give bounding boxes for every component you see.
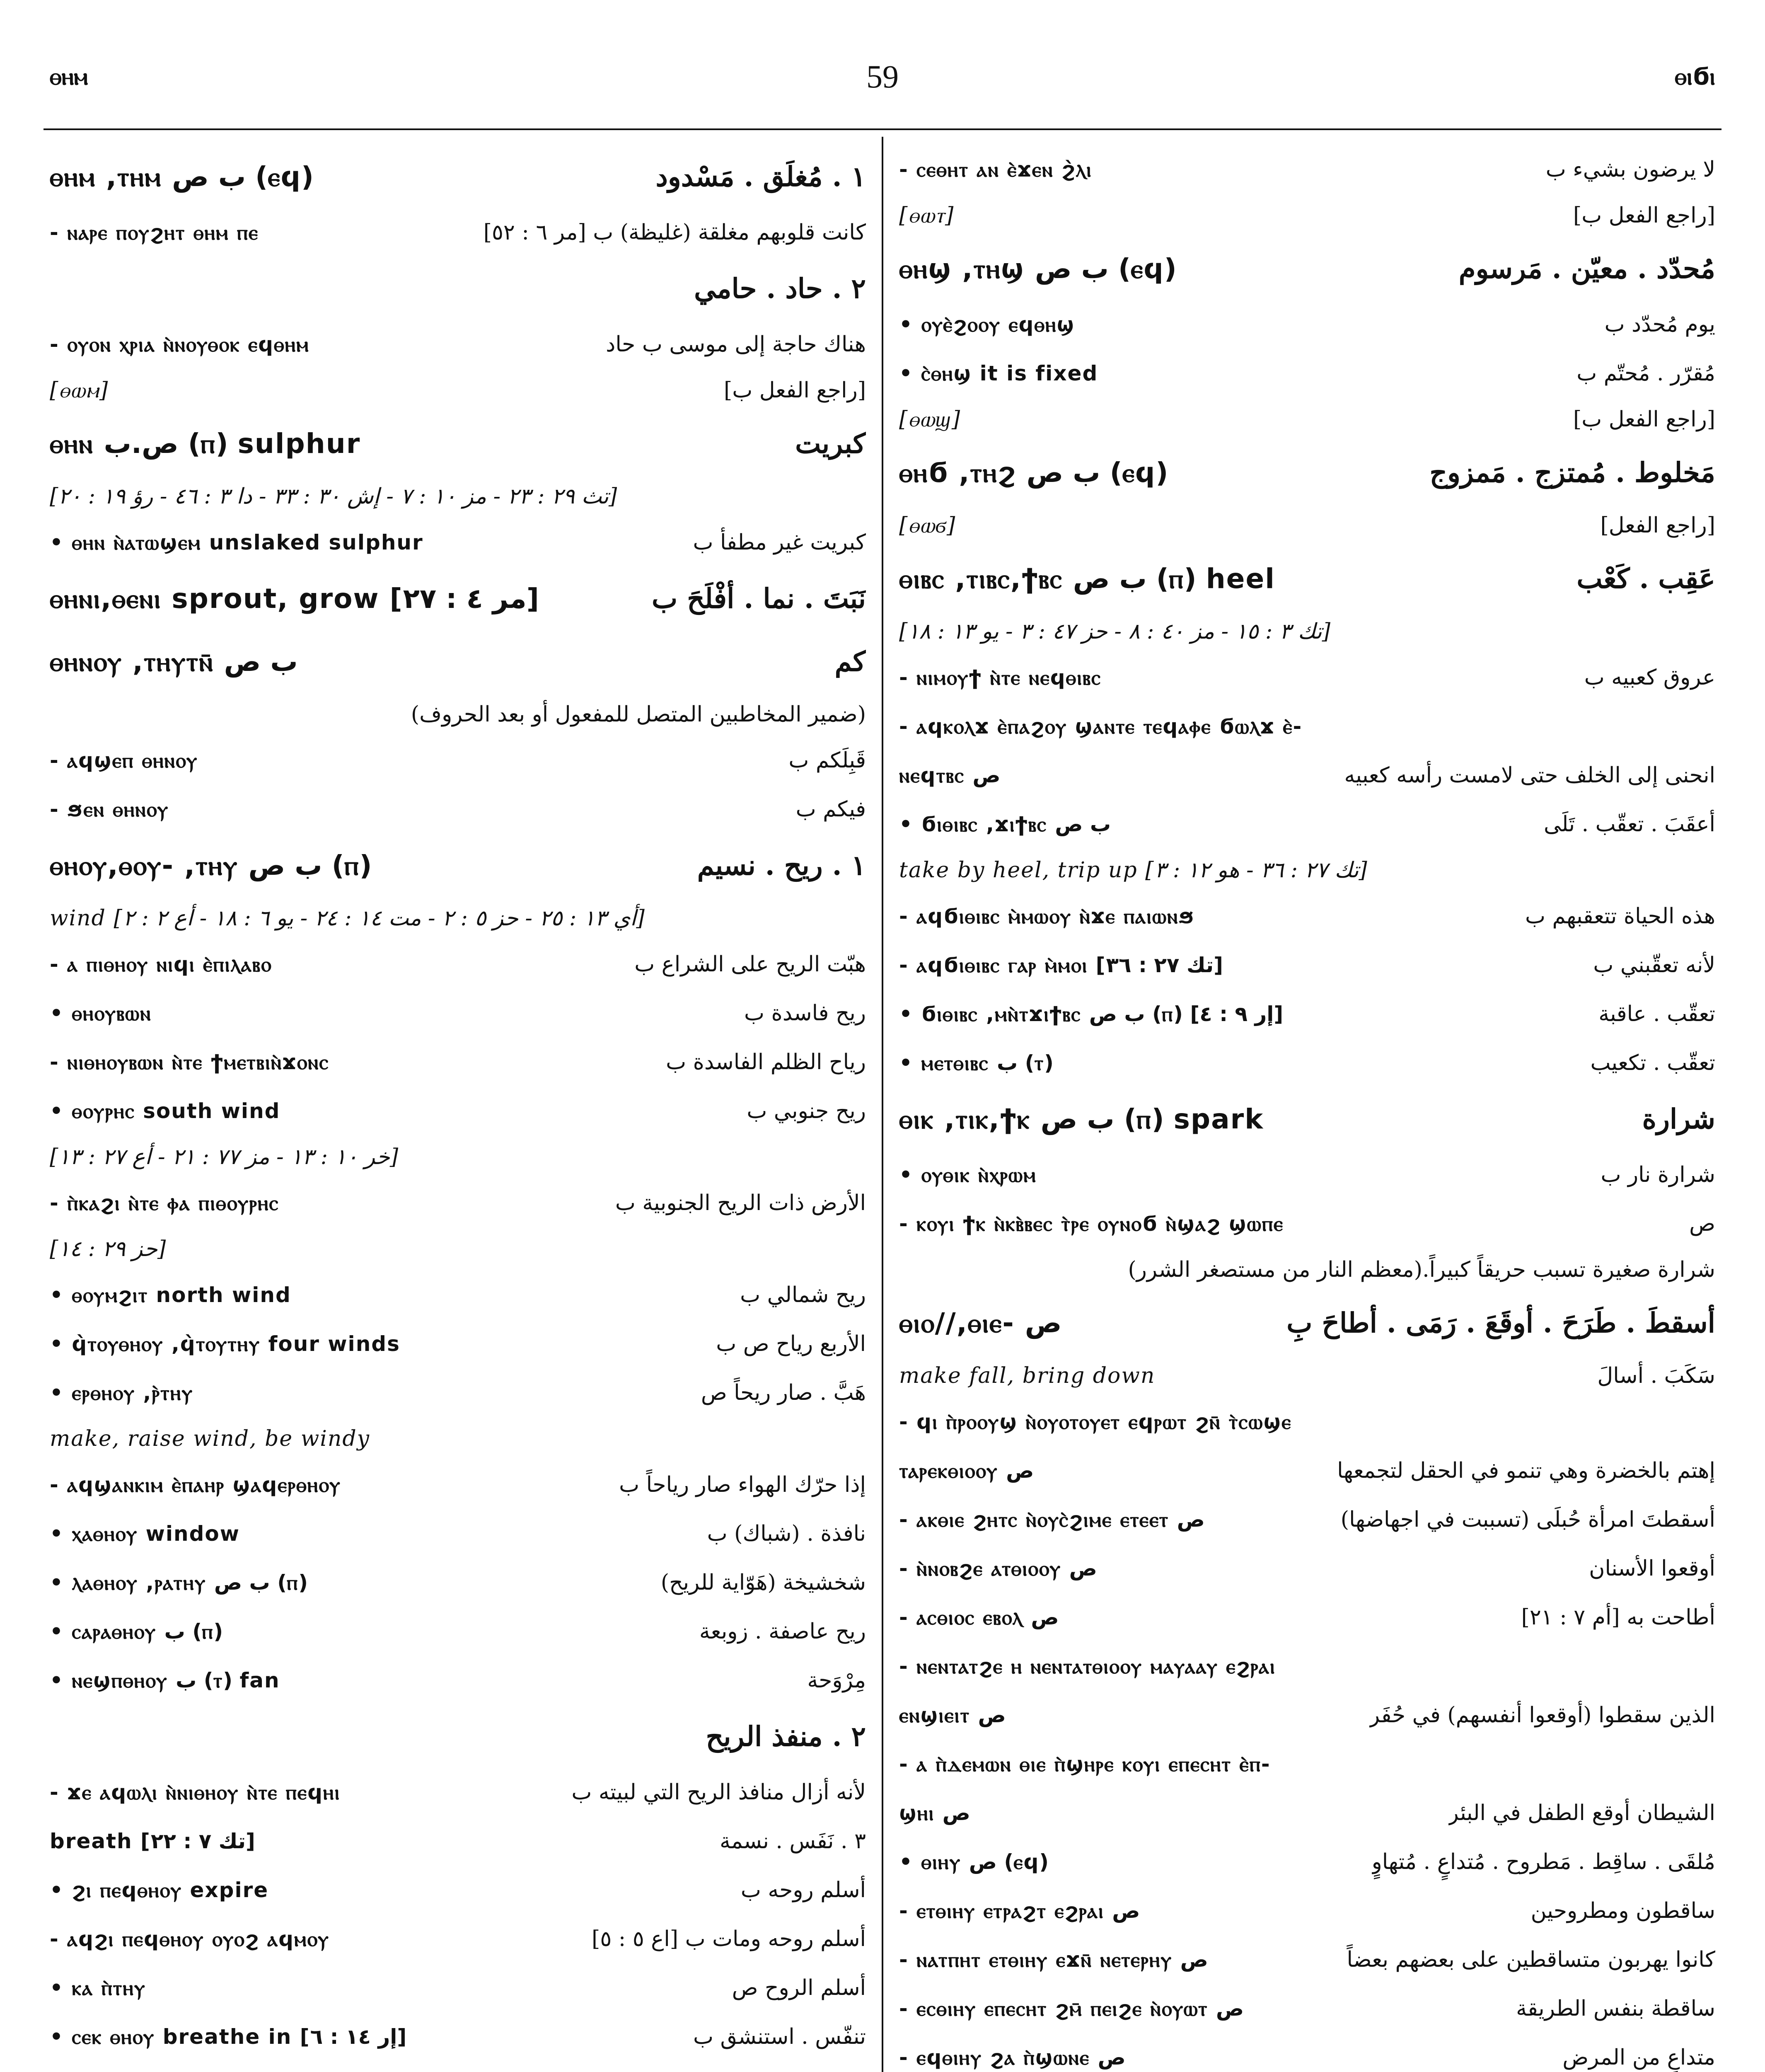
arabic-text: الشيطان أوقع الطفل في البئر: [1448, 1801, 1715, 1825]
arabic-text: [راجع الفعل ب]: [1573, 203, 1715, 228]
running-head-right: ⲑⲓϭⲓ: [1675, 62, 1715, 90]
arabic-text: لأنه أزال منافذ الريح التي لبيته ب: [571, 1780, 866, 1805]
dictionary-line: [46, 1417, 870, 1460]
left-column: [46, 145, 870, 2072]
dictionary-line: [895, 892, 1719, 941]
arabic-text: الذين سقطوا (أوقعوا أنفسهم) في حُفَر: [1369, 1703, 1715, 1728]
arabic-text: [راجع الفعل]: [1600, 513, 1715, 538]
coptic-text: - ⲁ ⲡⲓⲑⲏⲟⲩ ⲛⲓϥⲓ ⲉ̀ⲡⲓⲗⲁⲃⲟ: [50, 952, 272, 976]
dictionary-line: [46, 693, 870, 736]
arabic-text: سَكَبَ . أسالَ: [1597, 1363, 1715, 1388]
coptic-text: - ⲟⲩⲟⲛ ⲭⲣⲓⲁ ⲛ̀ⲛⲟⲩⲑⲟⲕ ⲉϥⲑⲏⲙ: [50, 332, 309, 356]
coptic-text: • ϭⲓⲑⲓⲃⲥ ,ⲙⲛ̀ⲧϫⲓϯⲃⲥ ب ص (ⲡ) [إر ٩ : ٤]: [899, 1002, 1284, 1026]
dictionary-line: [895, 504, 1719, 547]
dictionary-line: [895, 1150, 1719, 1199]
dictionary-line: [46, 1368, 870, 1417]
dictionary-line: [895, 1642, 1719, 1691]
coptic-text: - ⲁⲥⲑⲓⲟⲥ ⲉⲃⲟⲗ ص: [899, 1605, 1059, 1629]
coptic-text: • ⲑⲟⲩⲙϩⲓⲧ north wind: [50, 1283, 291, 1307]
coptic-text: - ⲁϥⲕⲟⲗϫ ⲉ̀ⲡⲁϩⲟⲩ ϣⲁⲛⲧⲉ ⲧⲉϥⲁⲫⲉ ϭⲱⲗϫ ⲉ̀-: [899, 714, 1303, 738]
dictionary-line: [46, 1963, 870, 2012]
coptic-text: - ⲛⲁⲣⲉ ⲡⲟⲩϩⲏⲧ ⲑⲏⲙ ⲡⲉ: [50, 220, 259, 244]
arabic-text: إذا حرّك الهواء صار رياحاً ب: [619, 1472, 866, 1497]
dictionary-line: [895, 1397, 1719, 1446]
dictionary-line: [895, 1593, 1719, 1642]
running-head-left: ⲑⲏⲙ: [50, 62, 88, 90]
dictionary-line: [46, 1179, 870, 1227]
arabic-text: أسقطَ . طَرَحَ . أوقَعَ . رَمَى . أطاحَ بِ: [1286, 1307, 1715, 1339]
coptic-text: [حز ٢٩ : ١٤]: [50, 1237, 166, 1261]
coptic-text: - ⲡ̀ⲕⲁϩⲓ ⲛ̀ⲧⲉ ⲫⲁ ⲡⲓⲑⲟⲩⲣⲏⲥ: [50, 1191, 279, 1215]
dictionary-line: [46, 1705, 870, 1768]
dictionary-line: [895, 1199, 1719, 1248]
coptic-text: - ⲁϥϣⲁⲛⲕⲓⲙ ⲉ̀ⲡⲁⲏⲣ ϣⲁϥⲉⲣⲑⲏⲟⲩ: [50, 1473, 341, 1497]
coptic-text: [ⲑⲱϭ]: [899, 513, 956, 538]
coptic-text: make, raise wind, be windy: [50, 1426, 370, 1451]
arabic-text: ريح فاسدة ب: [744, 1001, 866, 1026]
dictionary-line: [46, 1915, 870, 1963]
coptic-text: [ⲑⲱϣ]: [899, 407, 961, 432]
dictionary-line: [46, 1038, 870, 1087]
arabic-text: أوقعوا الأسنان: [1589, 1556, 1715, 1581]
coptic-text: - ⲛⲁⲧⲡⲏⲧ ⲉⲧⲑⲓⲏⲩ ⲉϫⲛ̄ ⲛⲉⲧⲉⲣⲏⲩ ص: [899, 1948, 1208, 1972]
coptic-text: • ⲑⲟⲩⲣⲏⲥ south wind: [50, 1099, 280, 1123]
coptic-text: - ⲉϥⲑⲓⲏⲩ ϩⲁ ⲡ̀ϣⲱⲛⲉ ص: [899, 2045, 1126, 2070]
dictionary-line: [46, 369, 870, 412]
coptic-text: • ⲥⲉⲕ ⲑⲏⲟⲩ breathe in [إر ١٤ : ٦]: [50, 2025, 408, 2049]
arabic-text: كبريت غير مطفأ ب: [693, 530, 866, 555]
arabic-text: ريح عاصفة . زوبعة: [699, 1619, 866, 1644]
arabic-text: عَقِب . كَعْب: [1576, 562, 1715, 595]
dictionary-line: [46, 2012, 870, 2061]
coptic-text: • ⲥ̀ⲑⲏϣ it is fixed: [899, 361, 1098, 385]
dictionary-line: [895, 1935, 1719, 1984]
coptic-text: ⲑⲏⲛⲟⲩ ,ⲧⲏⲩⲧⲛ̄ ب ص: [50, 646, 298, 678]
coptic-text: • ⲛⲉϣⲡⲑⲏⲟⲩ ب (ⲧ) fan: [50, 1668, 280, 1692]
dictionary-line: [46, 785, 870, 834]
arabic-text: نافذة . (شباك) ب: [707, 1521, 866, 1546]
dictionary-line: [46, 1460, 870, 1509]
arabic-text: نَبَتَ . نما . أفْلَحَ ب: [651, 582, 866, 615]
arabic-text: (ضمير المخاطبين المتصل للمفعول أو بعد الحروف): [411, 702, 866, 727]
dictionary-line: [46, 736, 870, 785]
arabic-text: أسلم روحه ومات ب [اع ٥ : ٥]: [592, 1927, 866, 1951]
right-column: [895, 145, 1719, 2072]
coptic-text: • ⲟⲩⲉ̀ϩⲟⲟⲩ ⲉϥⲑⲏϣ: [899, 312, 1075, 336]
dictionary-line: [895, 1038, 1719, 1087]
dictionary-line: [895, 1886, 1719, 1935]
coptic-text: [تث ٢٩ : ٢٣ - مز ١٠ : ٧ - إش ٣٠ : ٣٣ - دا ٣ : ٤٦ - رؤ ١٩ : ٢٠]: [50, 484, 617, 509]
arabic-text: كم: [834, 645, 866, 678]
dictionary-line: [46, 412, 870, 475]
arabic-text: كبريت: [795, 427, 866, 460]
dictionary-line: [895, 1087, 1719, 1150]
dictionary-line: [46, 1509, 870, 1558]
dictionary-line: [46, 1656, 870, 1705]
page-number: 59: [866, 58, 899, 94]
dictionary-line: [895, 941, 1719, 990]
arabic-text: عروق كعبيه ب: [1584, 665, 1715, 690]
dictionary-line: [895, 349, 1719, 398]
dictionary-line: [46, 1271, 870, 1319]
arabic-text: الأربع رياح ص ب: [716, 1331, 866, 1356]
coptic-text: • ⲥⲁⲣⲁⲑⲏⲟⲩ ب (ⲡ): [50, 1619, 223, 1644]
arabic-text: ٢ . حاد . حامي: [694, 272, 866, 305]
dictionary-line: [895, 1495, 1719, 1544]
arabic-text: أسلم الروح ص: [732, 1975, 866, 2000]
coptic-text: • ⲙⲉⲧⲑⲓⲃⲥ ب (ⲧ): [899, 1051, 1054, 1075]
dictionary-line: [895, 300, 1719, 349]
coptic-text: • ⲗⲁⲑⲏⲟⲩ ,ⲣⲁⲧⲏⲩ ب ص (ⲡ): [50, 1571, 308, 1595]
coptic-text: • ⲑⲏⲛ ⲛ̀ⲁⲧⲱϣⲉⲙ unslaked sulphur: [50, 530, 423, 554]
arabic-text: أطاحت به [أم ٧ : ٢١]: [1521, 1605, 1715, 1630]
dictionary-line: [895, 610, 1719, 653]
dictionary-line: [895, 1354, 1719, 1397]
coptic-text: • ⲭⲁⲑⲏⲟⲩ window: [50, 1522, 240, 1546]
coptic-text: ⲑⲏϭ ,ⲧⲏϩ ب ص (ⲉϥ): [899, 457, 1168, 489]
coptic-text: ⲑⲓⲟ//,ⲑⲓⲉ- ص: [899, 1307, 1062, 1339]
dictionary-line: [46, 630, 870, 693]
coptic-text: - ⲉⲥⲑⲓⲏⲩ ⲉⲡⲉⲥⲏⲧ ϩⲙ̄ ⲡⲉⲓϩⲉ ⲛ̀ⲟⲩⲱⲧ ص: [899, 1997, 1244, 2021]
dictionary-line: [46, 145, 870, 208]
coptic-text: - ⲛⲓⲑⲏⲟⲩⲃⲱⲛ ⲛ̀ⲧⲉ ϯⲙⲉⲧⲃⲓⲛ̀ϫⲟⲛⲥ: [50, 1050, 329, 1074]
coptic-text: ⲛⲉϥⲧⲃⲥ ص: [899, 763, 1001, 787]
arabic-text: [611, 2061, 866, 2072]
dictionary-line: [895, 547, 1719, 610]
coptic-text: • ϥ̀ⲧⲟⲩⲑⲏⲟⲩ ,ϥ̀ⲧⲟⲩⲧⲏⲩ four winds: [50, 1332, 400, 1356]
coptic-text: ⲑⲏⲛⲓ,ⲑⲉⲛⲓ sprout, grow [مر ٤ : ٢٧]: [50, 583, 540, 615]
dictionary-line: [46, 834, 870, 897]
arabic-text: هَبَّ . صار ريحاً ص: [701, 1380, 866, 1405]
coptic-text: breath [تك ٧ : ٢٢]: [50, 1829, 256, 1853]
coptic-text: [خر ١٠ : ١٣ - مز ٧٧ : ٢١ - أع ٢٧ : ١٣]: [50, 1145, 399, 1169]
dictionary-line: [895, 990, 1719, 1038]
arabic-text: مُلقَى . ساقِط . مَطروح . مُتداعٍ . مُتهاوٍ: [1371, 1849, 1715, 1874]
dictionary-line: [46, 1607, 870, 1656]
dictionary-line: [895, 398, 1719, 441]
arabic-text: مُقرّر . مُحتّم ب: [1576, 361, 1715, 386]
arabic-text: [راجع الفعل ب]: [1573, 407, 1715, 432]
arabic-text: تنفّس . استنشق ب: [693, 2024, 866, 2049]
dictionary-line: [895, 194, 1719, 237]
arabic-text: شرارة نار ب: [1601, 1162, 1715, 1187]
arabic-text: شخشيخة (هَوّاية للريح): [660, 1570, 866, 1595]
arabic-text: الأرض ذات الريح الجنوبية ب: [615, 1191, 866, 1215]
arabic-text: أسلم روحه ب: [740, 1878, 866, 1903]
arabic-text: انحنى إلى الخلف حتى لامست رأسه كعبيه: [1344, 763, 1715, 788]
dictionary-line: [46, 940, 870, 989]
arabic-text: مُحدّد . معيّن . مَرسوم: [1458, 252, 1715, 285]
coptic-text: ⲉⲛϣⲓⲉⲓⲧ ص: [899, 1703, 1006, 1727]
dictionary-line: [895, 751, 1719, 800]
arabic-text: شرارة صغيرة تسبب حريقاً كبيراً.(معظم النار من مستصغر الشرر): [1128, 1257, 1715, 1282]
coptic-text: - ⲁ ⲡ̀ⲇⲉⲙⲱⲛ ⲑⲓⲉ ⲡ̀ϣⲏⲣⲉ ⲕⲟⲩⲓ ⲉⲡⲉⲥⲏⲧ ⲉ̀ⲡ-: [899, 1752, 1271, 1776]
arabic-text: قَبِلَكم ب: [788, 748, 866, 773]
coptic-text: - ⲉⲧⲑⲓⲏⲩ ⲉⲧⲣⲁϩⲧ ⲉϩⲣⲁⲓ ص: [899, 1899, 1140, 1923]
dictionary-line: [895, 1789, 1719, 1837]
coptic-text: ⲑⲓⲃⲥ ,ⲧⲓⲃⲥ,ϯⲃⲥ ب ص (ⲡ) heel: [899, 563, 1275, 595]
dictionary-line: [895, 441, 1719, 504]
dictionary-line: [46, 1135, 870, 1179]
coptic-text: [تك ٣ : ١٥ - مز ٤٠ : ٨ - حز ٤٧ : ٣ - يو ١٣ : ١٨]: [899, 619, 1331, 644]
coptic-text: - ϧⲉⲛ ⲑⲏⲛⲟⲩ: [50, 797, 169, 821]
dictionary-line: [895, 1837, 1719, 1886]
arabic-text: يوم مُحدّد ب: [1604, 312, 1715, 337]
coptic-text: • ⲉⲣⲑⲏⲟⲩ ,ⲣ̀ⲧⲏⲩ: [50, 1381, 193, 1405]
coptic-text: - ϫⲉ ⲁϥⲱⲗⲓ ⲛ̀ⲛⲓⲑⲏⲟⲩ ⲛ̀ⲧⲉ ⲡⲉϥⲏⲓ: [50, 1780, 341, 1804]
coptic-text: • ⲑⲓⲏⲩ ص (ⲉϥ): [899, 1850, 1049, 1874]
arabic-text: ١ . ريح . نسيم: [697, 849, 866, 881]
coptic-text: - ⲁϥϭⲓⲑⲓⲃⲥ ⲅⲁⲣ ⲙ̀ⲙⲟⲓ [تك ٢٧ : ٣٦]: [899, 953, 1224, 977]
dictionary-line: [895, 1248, 1719, 1291]
coptic-text: take by heel, trip up [تك ٢٧ : ٣٦ - هو ١٢ : ٣]: [899, 858, 1368, 883]
arabic-text: هبّت الريح على الشراع ب: [634, 952, 866, 977]
dictionary-line: [46, 257, 870, 320]
coptic-text: - ⲥⲉⲑⲏⲧ ⲁⲛ ⲉ̀ϫⲉⲛ ϩ̀ⲗⲓ: [899, 157, 1092, 182]
coptic-text: - ⲁϥϩⲓ ⲡⲉϥⲑⲏⲟⲩ ⲟⲩⲟϩ ⲁϥⲙⲟⲩ: [50, 1927, 329, 1951]
arabic-text: فيكم ب: [795, 797, 866, 822]
coptic-text: - ⲕⲟⲩⲓ ϯⲕ ⲛ̀ⲕⲃ̀ⲃⲉⲥ ⲧ̀ⲣⲉ ⲟⲩⲛⲟϭ ⲛ̀ϣⲁϩ ϣⲱⲡⲉ: [899, 1212, 1284, 1236]
coptic-text: wind [أي ١٣ : ٢٥ - حز ٥ : ٢ - مت ١٤ : ٢٤ - يو ٦ : ١٨ - أع ٢ : ٢]: [50, 906, 646, 931]
dictionary-line: [46, 1768, 870, 1817]
dictionary-line: [46, 1558, 870, 1607]
arabic-text: ١ . مُغلَق . مَسْدود: [655, 160, 866, 193]
coptic-text: - ⲁϥϭⲓⲑⲓⲃⲥ ⲙ̀ⲙⲱⲟⲩ ⲛ̀ϫⲉ ⲡⲁⲓⲱⲛϧ: [899, 904, 1195, 928]
dictionary-line: [895, 1984, 1719, 2033]
arabic-text: ص: [1689, 1211, 1715, 1236]
dictionary-line: [46, 320, 870, 369]
coptic-text: [ⲑⲱⲧ]: [899, 203, 955, 228]
column-divider: [882, 137, 883, 2072]
coptic-text: • ⲑⲏⲟⲩⲃⲱⲛ: [50, 1001, 152, 1025]
dictionary-line: [895, 1691, 1719, 1740]
coptic-text: ⲑⲓⲕ ,ⲧⲓⲕ,ϯⲕ ب ص (ⲡ) spark: [899, 1103, 1264, 1135]
coptic-text: - ⲛⲓⲙⲟⲩϯ ⲛ̀ⲧⲉ ⲛⲉϥⲑⲓⲃⲥ: [899, 666, 1102, 690]
coptic-text: - ⲛ̀ⲛⲟⲃϩⲉ ⲁⲧⲑⲓⲟⲟⲩ ص: [899, 1556, 1097, 1581]
coptic-text: - ⲁϥϣⲉⲡ ⲑⲏⲛⲟⲩ: [50, 748, 198, 772]
dictionary-line: [46, 989, 870, 1038]
header-rule: [44, 128, 1721, 130]
arabic-text: ساقطة بنفس الطريقة: [1516, 1996, 1715, 2021]
dictionary-line: [895, 1544, 1719, 1593]
coptic-text: - ϥⲓ ⲡ̀ⲣⲟⲟⲩϣ ⲛ̀ⲟⲩⲟⲧⲟⲩⲉⲧ ⲉϥⲣⲱⲧ ϩⲛ̄ ⲧ̀ⲥⲱϣⲉ: [899, 1410, 1292, 1434]
coptic-text: • ϭⲓⲑⲓⲃⲥ ,ϫⲓϯⲃⲥ ب ص: [899, 812, 1111, 836]
arabic-text: لا يرضون بشيء ب: [1545, 157, 1715, 182]
coptic-text: ϣⲏⲓ ص: [899, 1801, 970, 1825]
dictionary-line: [895, 145, 1719, 194]
dictionary-line: [895, 1446, 1719, 1495]
coptic-text: • ⲕⲁ ⲡ̀ⲧⲏⲩ: [50, 1976, 146, 2000]
arabic-text: كانت قلوبهم مغلقة (غليظة) ب [مر ٦ : ٥٢]: [483, 220, 866, 245]
dictionary-line: [46, 475, 870, 518]
coptic-text: [ⲑⲱⲙ]: [50, 378, 109, 403]
dictionary-line: [46, 1817, 870, 1866]
coptic-text: [50, 2062, 211, 2072]
dictionary-line: [46, 2061, 870, 2072]
arabic-text: هناك حاجة إلى موسى ب حاد: [606, 332, 866, 357]
coptic-text: - ⲛⲉⲛⲧⲁⲧϩⲉ ⲏ ⲛⲉⲛⲧⲁⲧⲑⲓⲟⲟⲩ ⲙⲁⲩⲁⲁⲩ ⲉϩⲣⲁⲓ: [899, 1654, 1276, 1678]
arabic-text: ٣ . نَفَس . نسمة: [720, 1829, 866, 1854]
arabic-text: مَخلوط . مُمتزج . مَمزوج: [1429, 456, 1715, 489]
dictionary-line: [46, 518, 870, 567]
coptic-text: ⲑⲏⲛ ص.ب (ⲡ) sulphur: [50, 428, 361, 460]
arabic-text: مِرْوَحة: [807, 1668, 866, 1693]
coptic-text: ⲑⲏϣ ,ⲧⲏϣ ب ص (ⲉϥ): [899, 253, 1177, 285]
arabic-text: متداعٍ من المرض: [1562, 2045, 1715, 2070]
arabic-text: أعقَبَ . تعقّب . تَلَى: [1544, 812, 1715, 837]
coptic-text: make fall, bring down: [899, 1363, 1156, 1388]
arabic-text: تعقّب . عاقبة: [1598, 1002, 1715, 1026]
coptic-text: • ϩⲓ ⲡⲉϥⲑⲏⲟⲩ expire: [50, 1878, 269, 1902]
arabic-text: شرارة: [1642, 1103, 1715, 1135]
arabic-text: ريح جنوبي ب: [747, 1099, 866, 1123]
arabic-text: رياح الظلم الفاسدة ب: [666, 1050, 866, 1075]
coptic-text: ⲑⲏⲙ ,ⲧⲏⲙ ب ص (ⲉϥ): [50, 161, 314, 193]
dictionary-line: [895, 1291, 1719, 1354]
dictionary-line: [895, 1740, 1719, 1789]
coptic-text: - ⲁⲕⲑⲓⲉ ϩⲏⲧⲥ ⲛ̀ⲟⲩⲥ̀ϩⲓⲙⲉ ⲉⲧⲉⲉⲧ ص: [899, 1508, 1205, 1532]
dictionary-line: [895, 800, 1719, 849]
dictionary-line: [46, 567, 870, 630]
dictionary-line: [46, 208, 870, 257]
coptic-text: ⲧⲁⲣⲉⲕⲑⲓⲟⲟⲩ ص: [899, 1459, 1034, 1483]
arabic-text: إهتم بالخضرة وهي تنمو في الحقل لتجمعها: [1337, 1458, 1715, 1483]
arabic-text: كانوا يهربون متساقطين على بعضهم بعضاً: [1347, 1947, 1715, 1972]
arabic-text: ساقطون ومطروحين: [1530, 1898, 1715, 1923]
dictionary-line: [46, 1866, 870, 1915]
dictionary-line: [895, 653, 1719, 702]
arabic-text: أسقطتَ امرأة حُبلَى (تسببت في اجهاضها): [1340, 1507, 1715, 1532]
arabic-text: ريح شمالي ب: [740, 1283, 866, 1307]
dictionary-line: [895, 849, 1719, 892]
dictionary-line: [895, 237, 1719, 300]
dictionary-line: [46, 1319, 870, 1368]
dictionary-line: [46, 1087, 870, 1135]
arabic-text: تعقّب . تكعيب: [1590, 1051, 1715, 1075]
dictionary-line: [895, 2033, 1719, 2072]
arabic-text: لأنه تعقّبني ب: [1593, 953, 1715, 978]
coptic-text: • ⲟⲩⲑⲓⲕ ⲛ̀ⲭⲣⲱⲙ: [899, 1163, 1037, 1187]
dictionary-line: [46, 897, 870, 940]
arabic-text: [راجع الفعل ب]: [723, 378, 866, 403]
arabic-text: ٢ . منفذ الريح: [706, 1720, 866, 1752]
dictionary-line: [895, 702, 1719, 751]
coptic-text: ⲑⲏⲟⲩ,ⲑⲟⲩ- ,ⲧⲏⲩ ب ص (ⲡ): [50, 850, 372, 881]
dictionary-line: [46, 1227, 870, 1271]
arabic-text: هذه الحياة تتعقبهم ب: [1525, 904, 1715, 929]
